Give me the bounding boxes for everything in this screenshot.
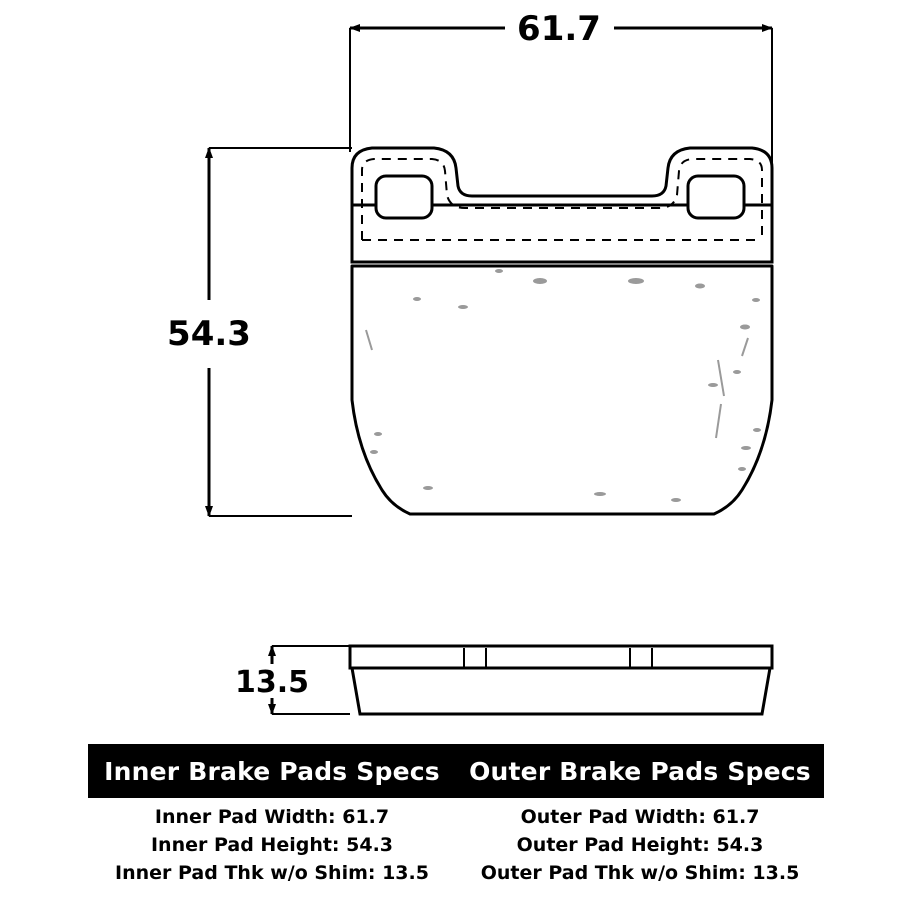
specs-row [88,806,824,828]
brake-pad-front-view [352,148,772,514]
outer-pad-height: Outer Pad Height: 54.3 [516,834,764,856]
left-height-value: 54.3 [167,314,251,354]
outer-pad-width: Outer Pad Width: 61.7 [520,806,760,828]
left-mounting-hole [376,176,432,218]
specs-row [88,862,824,884]
thickness-value: 13.5 [234,665,310,700]
inner-pad-width: Inner Pad Width: 61.7 [154,806,390,828]
inner-specs-header: Inner Brake Pads Specs [104,756,440,786]
specs-row [88,834,824,856]
brake-pad-side-view [350,646,772,714]
right-mounting-hole [688,176,744,218]
specs-body [88,798,824,884]
top-width-value: 61.7 [517,9,601,49]
specs-table [88,744,824,890]
outer-pad-thickness: Outer Pad Thk w/o Shim: 13.5 [480,862,800,884]
outer-specs-header: Outer Brake Pads Specs [469,756,811,786]
specs-header-bar [88,744,824,798]
inner-pad-height: Inner Pad Height: 54.3 [150,834,394,856]
inner-pad-thickness: Inner Pad Thk w/o Shim: 13.5 [115,862,429,884]
